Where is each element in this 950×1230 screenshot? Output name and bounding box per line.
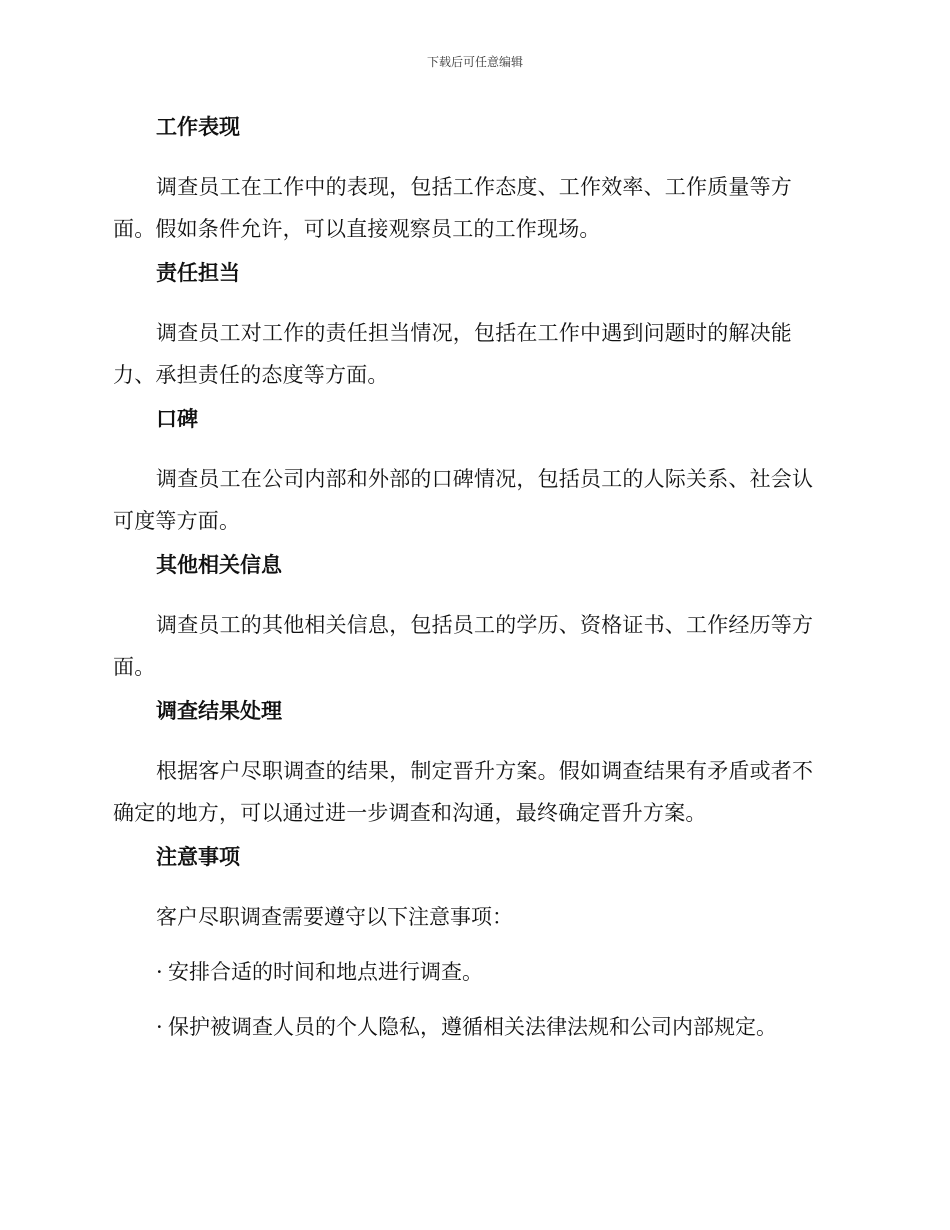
section-paragraph: 调查员工的其他相关信息，包括员工的学历、资格证书、工作经历等方面。 bbox=[113, 613, 814, 679]
section-responsibility bbox=[113, 258, 833, 404]
section-heading: 注意事项 bbox=[156, 845, 240, 869]
section-paragraph: 根据客户尽职调查的结果，制定晋升方案。假如调查结果有矛盾或者不确定的地方，可以通过进一步调查和沟通，最终确定晋升方案。 bbox=[113, 759, 814, 825]
section-heading: 其他相关信息 bbox=[156, 553, 282, 577]
list-item-text: 保护被调查人员的个人隐私，遵循相关法律法规和公司内部规定。 bbox=[168, 1015, 777, 1039]
bullet-icon: · bbox=[156, 1015, 163, 1039]
section-work-performance bbox=[113, 112, 833, 258]
bullet-icon: · bbox=[156, 960, 163, 984]
page-header: 下载后可任意编辑 bbox=[426, 55, 523, 69]
notes-list bbox=[113, 951, 833, 1048]
document-content bbox=[113, 112, 833, 1048]
section-heading: 调查结果处理 bbox=[156, 699, 282, 723]
section-paragraph: 调查员工在工作中的表现，包括工作态度、工作效率、工作质量等方面。假如条件允许，可以直接观察员工的工作现场。 bbox=[113, 175, 792, 241]
list-item bbox=[113, 1006, 833, 1048]
section-paragraph: 调查员工在公司内部和外部的口碑情况，包括员工的人际关系、社会认可度等方面。 bbox=[113, 467, 814, 533]
section-result-handling bbox=[113, 696, 833, 842]
section-heading: 责任担当 bbox=[156, 261, 240, 285]
notes-intro: 客户尽职调查需要遵守以下注意事项： bbox=[156, 905, 513, 929]
section-heading: 口碑 bbox=[156, 407, 198, 431]
section-notes bbox=[113, 842, 833, 1048]
section-paragraph: 调查员工对工作的责任担当情况，包括在工作中遇到问题时的解决能力、承担责任的态度等方面。 bbox=[113, 321, 792, 387]
list-item-text: 安排合适的时间和地点进行调查。 bbox=[168, 960, 483, 984]
section-other-info bbox=[113, 550, 833, 696]
section-reputation bbox=[113, 404, 833, 550]
list-item bbox=[113, 951, 833, 993]
section-heading: 工作表现 bbox=[156, 115, 240, 139]
